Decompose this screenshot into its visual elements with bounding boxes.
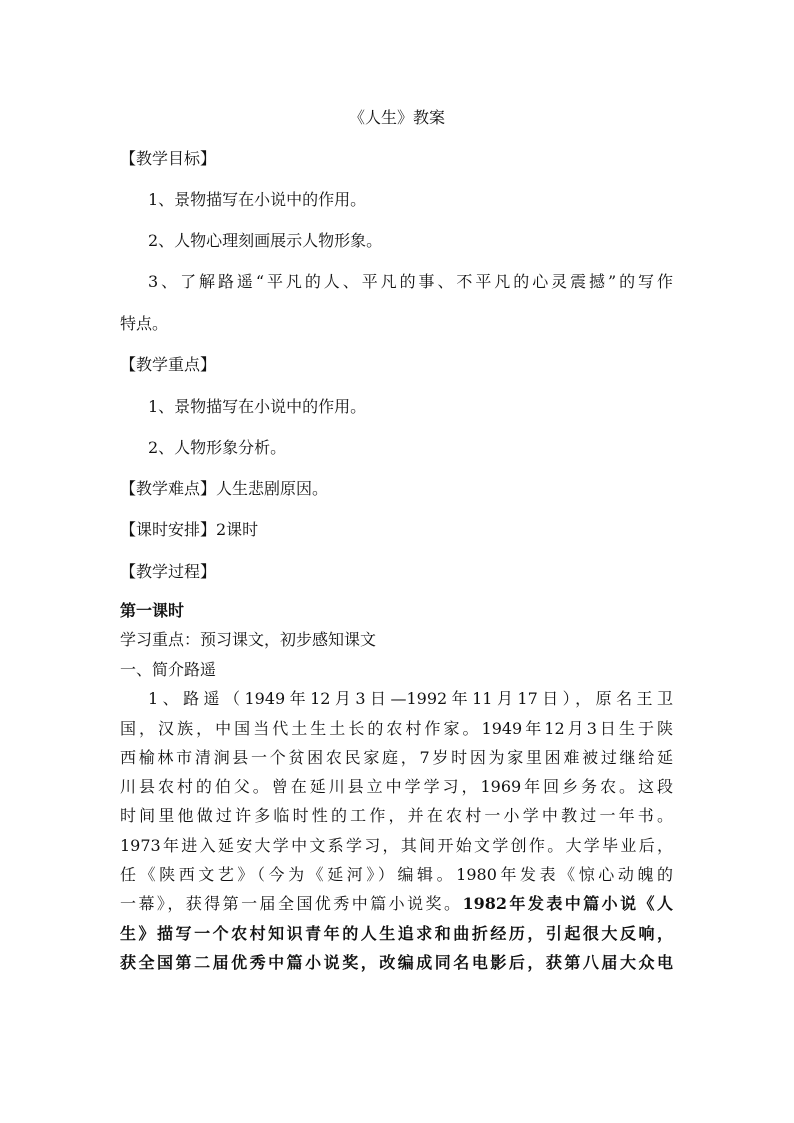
- document-title: 《人生》教案: [348, 108, 445, 127]
- goal-item-2: 2、人物心理刻画展示人物形象。: [148, 231, 383, 250]
- lesson1-heading: 第一课时: [120, 601, 185, 620]
- key-point-item-2: 2、人物形象分析。: [148, 438, 287, 457]
- schedule-line: 【课时安排】2课时: [120, 520, 259, 539]
- paragraph-bold-line-1: 生》描写一个农村知识青年的人生追求和曲折经历，引起很大反响，: [120, 924, 673, 943]
- paragraph-line-2: 国，汉族，中国当代土生土长的农村作家。1949年12月3日生于陕: [120, 719, 673, 738]
- process-heading: 【教学过程】: [120, 562, 217, 581]
- paragraph-line-7: 任《陕西文艺》（今为《延河》）编辑。1980年发表《惊心动魄的: [120, 865, 673, 884]
- paragraph-line-6: 1973年进入延安大学中文系学习，其间开始文学创作。大学毕业后，: [120, 836, 673, 855]
- goal-item-3: 3、了解路遥“平凡的人、平凡的事、不平凡的心灵震撼”的写作: [148, 272, 673, 291]
- goal-item-1: 1、景物描写在小说中的作用。: [148, 190, 367, 209]
- paragraph-bold-line-2: 获全国第二届优秀中篇小说奖，改编成同名电影后，获第八届大众电: [120, 953, 673, 972]
- paragraph-line-1: 1、路遥（1949年12月3日—1992年11月17日），原名王卫: [148, 689, 673, 708]
- paragraph-line-5: 时间里他做过许多临时性的工作，并在农村一小学中教过一年书。: [120, 806, 673, 825]
- paragraph-line-8: [120, 894, 673, 914]
- goal-item-3-continued: 特点。: [120, 314, 169, 333]
- difficulty-line: 【教学难点】人生悲剧原因。: [120, 479, 329, 498]
- paragraph-line-8-normal: 一幕》，获得第一届全国优秀中篇小说奖。: [120, 894, 463, 913]
- key-point-item-1: 1、景物描写在小说中的作用。: [148, 397, 367, 416]
- paragraph-line-8-bold: 1982年发表中篇小说《人: [462, 894, 673, 913]
- key-points-heading: 【教学重点】: [120, 355, 217, 374]
- paragraph-line-3: 西榆林市清涧县一个贫困农民家庭，7岁时因为家里困难被过继给延: [120, 748, 673, 767]
- goals-heading: 【教学目标】: [120, 149, 217, 168]
- section1-heading: 一、简介路遥: [120, 660, 217, 679]
- lesson1-focus: 学习重点：预习课文，初步感知课文: [120, 630, 377, 649]
- paragraph-line-4: 川县农村的伯父。曾在延川县立中学学习，1969年回乡务农。这段: [120, 777, 673, 796]
